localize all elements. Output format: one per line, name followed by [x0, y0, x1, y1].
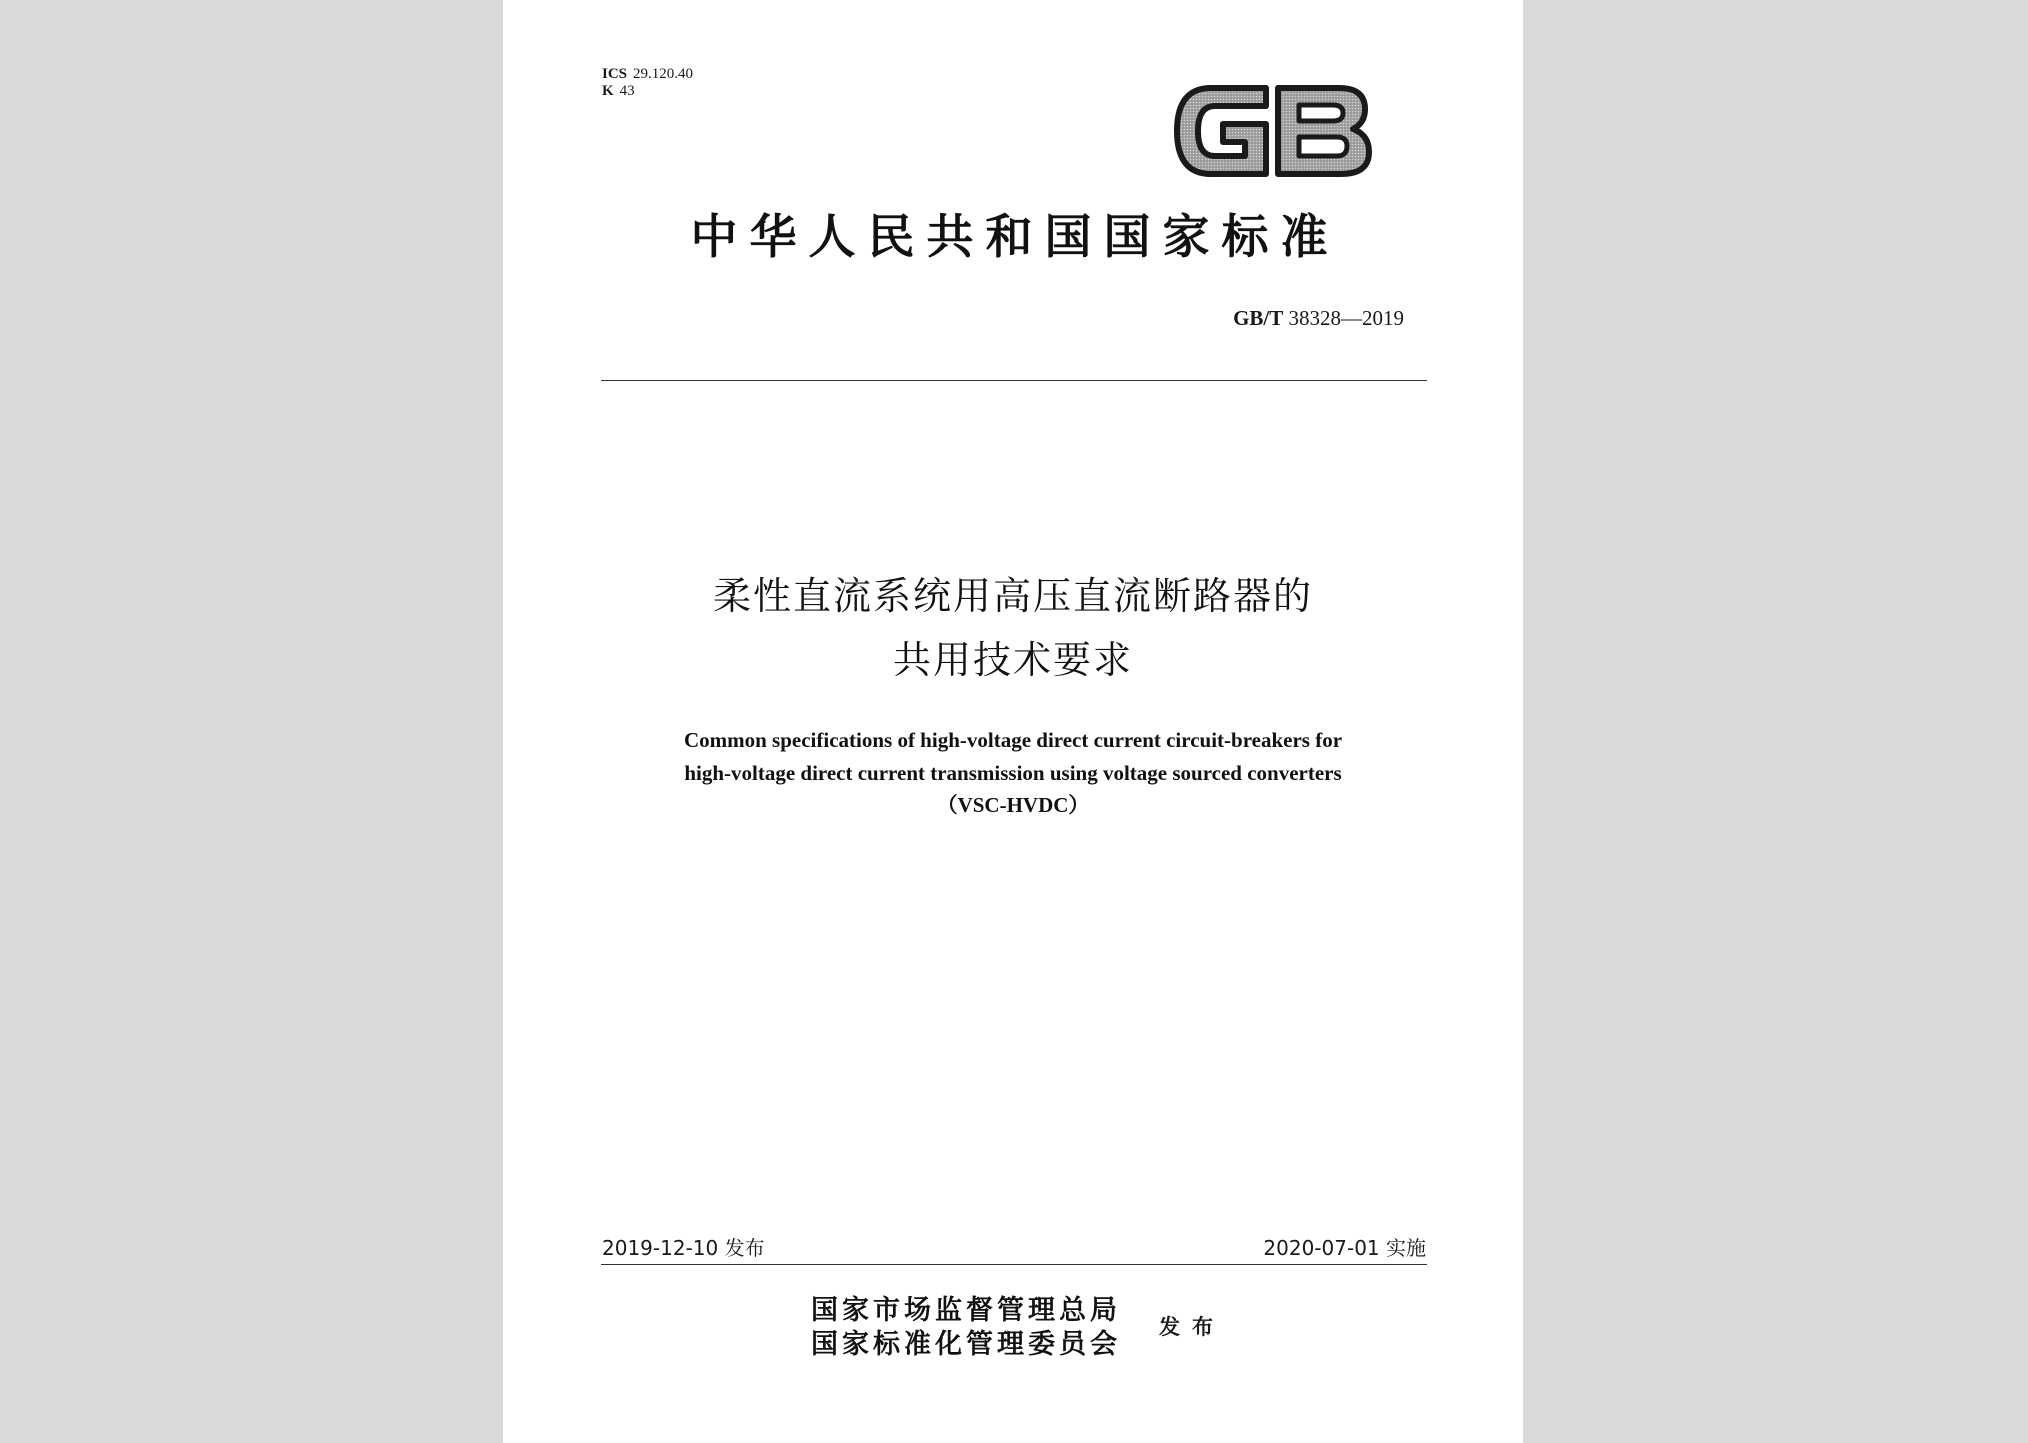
standard-number: [1233, 306, 1404, 330]
standard-number-value: 38328—2019: [1288, 306, 1404, 330]
ccs-label: K: [602, 83, 614, 99]
implementation-date: 2020-07-01 实施: [1263, 1236, 1426, 1260]
header-divider: [601, 380, 1427, 381]
gb-logo-icon: [1171, 80, 1375, 182]
issuer-samr: 国家市场监督管理总局: [811, 1295, 1121, 1326]
ics-classification: [602, 66, 693, 83]
publish-date: 2019-12-10 发布: [602, 1236, 765, 1260]
english-title-line-1: Common specifications of high-voltage direct current circuit-breakers for: [683, 728, 1343, 752]
issue-label: 发布: [1159, 1314, 1225, 1339]
ccs-value: 43: [619, 83, 635, 99]
document-page: [503, 0, 1523, 1443]
ics-value: 29.120.40: [633, 66, 694, 82]
ics-label: ICS: [602, 66, 628, 82]
ccs-classification: [602, 83, 635, 100]
footer-divider: [601, 1264, 1427, 1265]
english-title-line-2: high-voltage direct current transmission using voltage sourced converters: [684, 761, 1342, 785]
chinese-title-line-2: 共用技术要求: [892, 638, 1133, 682]
national-standard-title: 中华人民共和国国家标准: [690, 210, 1340, 265]
english-title-line-3: （VSC-HVDC）: [936, 793, 1090, 817]
issuer-sac: 国家标准化管理委员会: [811, 1329, 1121, 1360]
standard-code: GB/T: [1233, 306, 1284, 330]
chinese-title-line-1: 柔性直流系统用高压直流断路器的: [712, 574, 1313, 618]
